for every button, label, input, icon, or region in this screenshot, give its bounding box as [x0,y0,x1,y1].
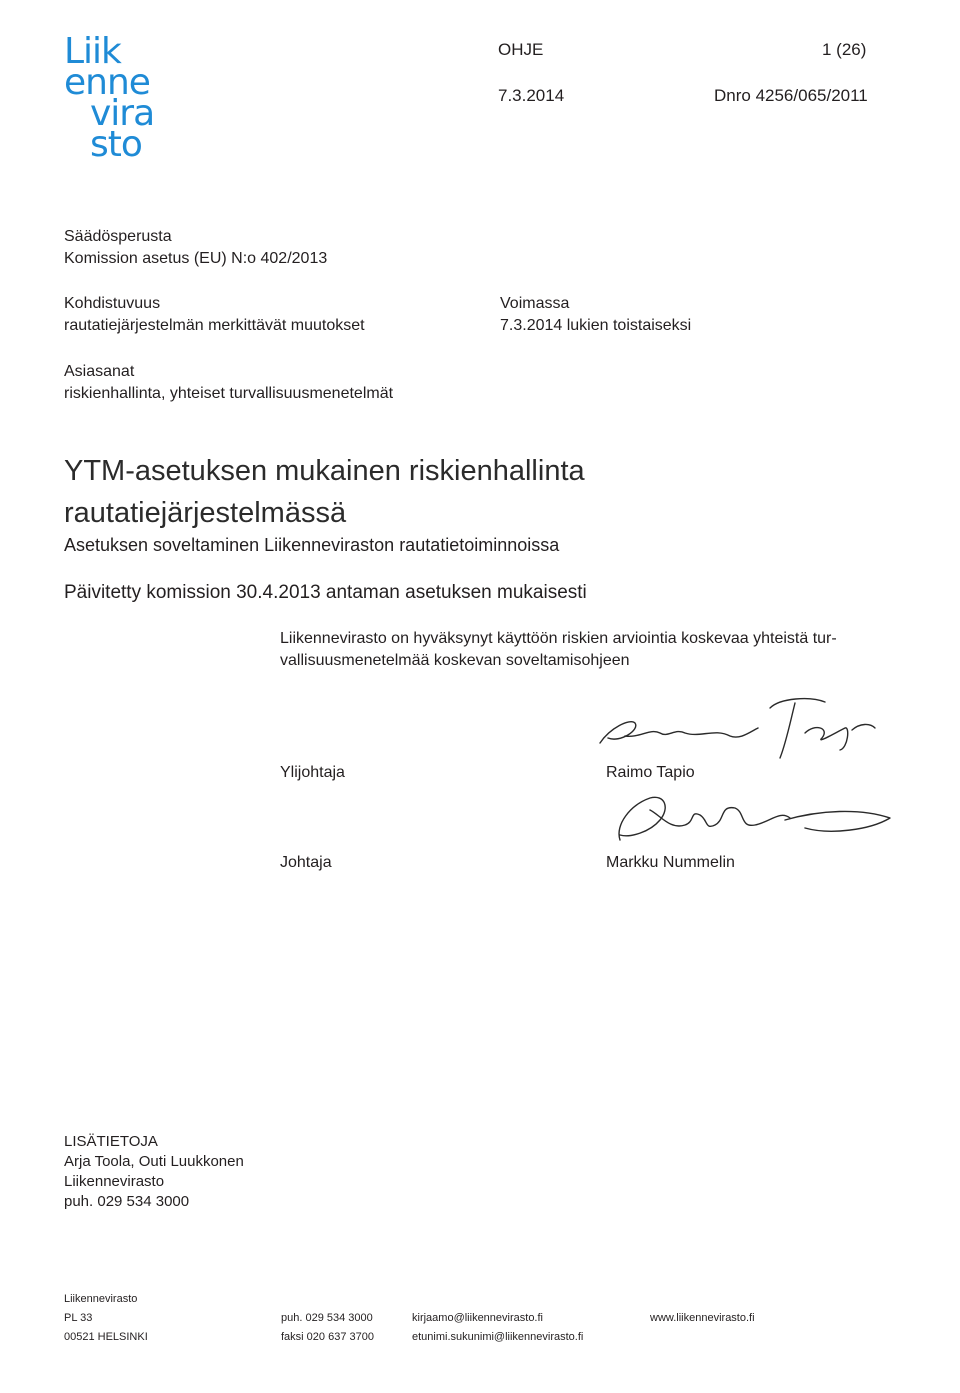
signature-raimo-tapio [590,688,890,768]
signer-role: Ylijohtaja [280,764,345,781]
signer-name: Markku Nummelin [606,854,735,871]
keywords-value: riskienhallinta, yhteiset turvallisuusmenetelmät [64,385,394,402]
signer-role: Johtaja [280,854,332,871]
doc-date: 7.3.2014 [498,86,565,105]
logo-line: vira [90,93,155,134]
basis-value: Komission asetus (EU) N:o 402/2013 [64,250,328,267]
contact-heading: LISÄTIETOJA [64,1133,158,1150]
footer-fax: faksi 020 637 3700 [281,1331,374,1343]
logo-line: sto [90,124,142,165]
footer-website-link[interactable]: www.liikennevirasto.fi [650,1312,755,1324]
approval-text: Liikennevirasto on hyväksynyt käyttöön riskien arviointia koskevaa yhteistä tur- vallisuusmenetelmää koskevan soveltamisohjeen [280,630,837,669]
page-number: 1 (26) [822,40,867,59]
doc-updated: Päivitetty komission 30.4.2013 antaman asetuksen mukaisesti [64,582,587,603]
contact-phone: puh. 029 534 3000 [64,1193,190,1210]
keywords-label: Asiasanat [64,363,135,380]
footer-phone: puh. 029 534 3000 [281,1312,373,1324]
doc-title-line1: YTM-asetuksen mukainen riskienhallinta [64,455,585,487]
valid-label: Voimassa [500,295,570,312]
dnro: Dnro 4256/065/2011 [714,86,868,105]
logo-line: Liik [64,31,121,72]
footer-org: Liikennevirasto [64,1293,138,1305]
doc-type: OHJE [498,40,544,59]
doc-subtitle: Asetuksen soveltaminen Liikenneviraston rautatietoiminnoissa [64,535,560,555]
contact-names: Arja Toola, Outi Luukkonen [64,1153,244,1170]
footer-postal: 00521 HELSINKI [64,1331,148,1343]
contact-org: Liikennevirasto [64,1173,165,1190]
logo-line: enne [64,62,150,103]
valid-value: 7.3.2014 lukien toistaiseksi [500,317,692,334]
scope-value: rautatiejärjestelmän merkittävät muutokset [64,317,365,334]
footer-po-box: PL 33 [64,1312,93,1324]
scope-label: Kohdistuvuus [64,295,161,312]
signature-markku-nummelin [590,780,900,860]
doc-title-line2: rautatiejärjestelmässä [64,497,347,529]
footer-email-registry[interactable]: kirjaamo@liikennevirasto.fi [412,1312,543,1324]
signer-name: Raimo Tapio [606,764,695,781]
liikennevirasto-logo [64,31,184,165]
basis-label: Säädösperusta [64,228,172,245]
footer-email-pattern: etunimi.sukunimi@liikennevirasto.fi [412,1331,584,1343]
